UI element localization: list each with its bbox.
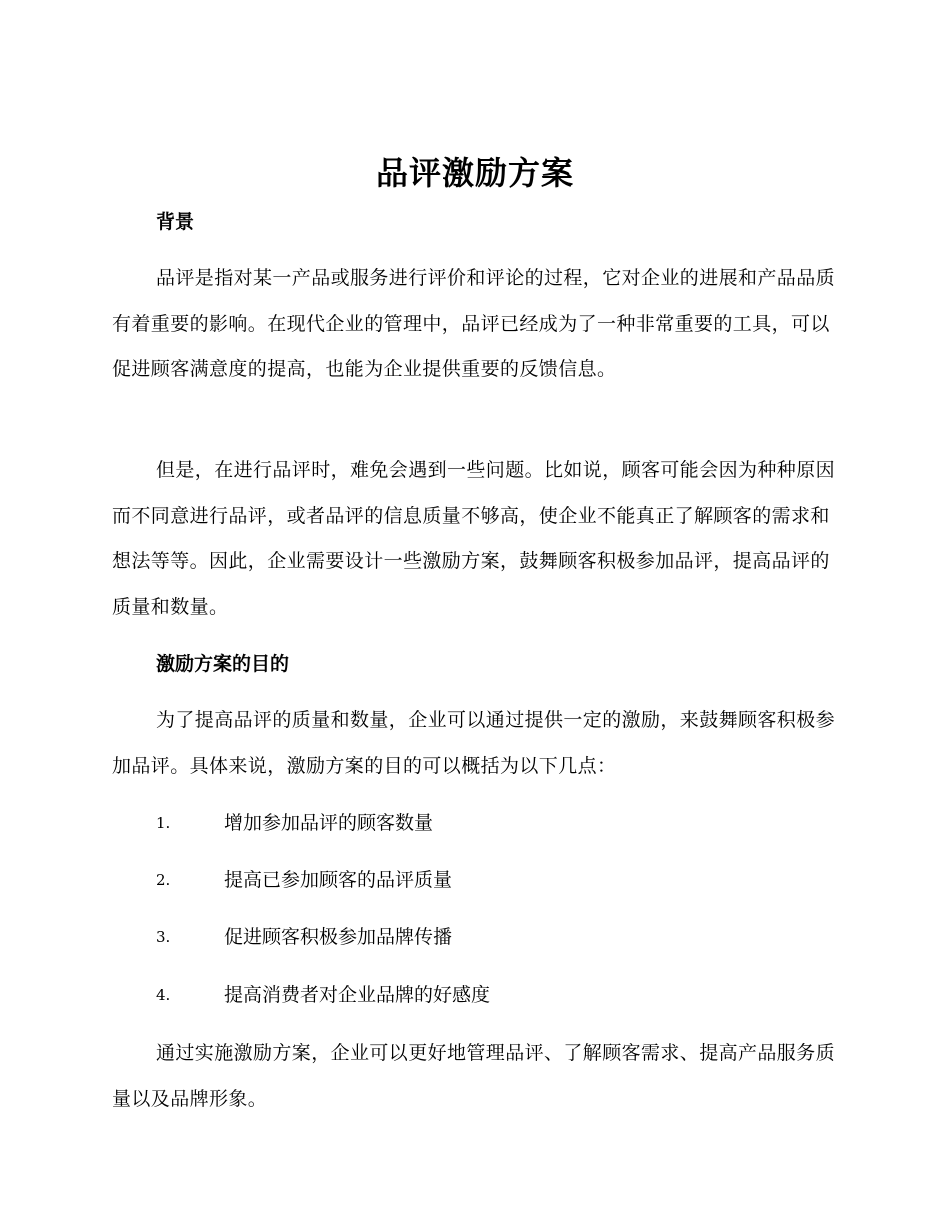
paragraph-background-2: 但是，在进行品评时，难免会遇到一些问题。比如说，顾客可能会因为种种原因而不同意进行品评，或者品评的信息质量不够高，使企业不能真正了解顾客的需求和想法等等。因此，企业需要设计一些激励方案，鼓舞顾客积极参加品评，提高品评的质量和数量。 — [112, 459, 836, 618]
list-number: 3. — [156, 928, 171, 946]
section-heading-purpose: 激励方案的目的 — [156, 653, 290, 675]
paragraph-purpose-conclusion: 通过实施激励方案，企业可以更好地管理品评、了解顾客需求、提高产品服务质量以及品牌形象。 — [112, 1042, 836, 1110]
section-heading-background: 背景 — [156, 211, 195, 233]
list-text: 促进顾客积极参加品牌传播 — [224, 926, 453, 948]
document-title: 品评激励方案 — [375, 154, 574, 192]
list-text: 提高消费者对企业品牌的好感度 — [224, 984, 491, 1006]
list-text: 增加参加品评的顾客数量 — [224, 812, 434, 834]
list-number: 4. — [156, 986, 171, 1004]
paragraph-background-1: 品评是指对某一产品或服务进行评价和评论的过程，它对企业的进展和产品品质有着重要的影响。在现代企业的管理中，品评已经成为了一种非常重要的工具，可以促进顾客满意度的提高，也能为企业提供重要的反馈信息。 — [112, 267, 836, 380]
list-number: 2. — [156, 871, 171, 889]
paragraph-purpose-intro: 为了提高品评的质量和数量，企业可以通过提供一定的激励，来鼓舞顾客积极参加品评。具体来说，激励方案的目的可以概括为以下几点： — [112, 709, 836, 777]
list-item — [156, 980, 756, 1010]
list-number: 1. — [156, 814, 171, 832]
list-item — [156, 808, 756, 838]
list-text: 提高已参加顾客的品评质量 — [224, 869, 453, 891]
list-item — [156, 865, 756, 895]
list-item — [156, 922, 756, 952]
